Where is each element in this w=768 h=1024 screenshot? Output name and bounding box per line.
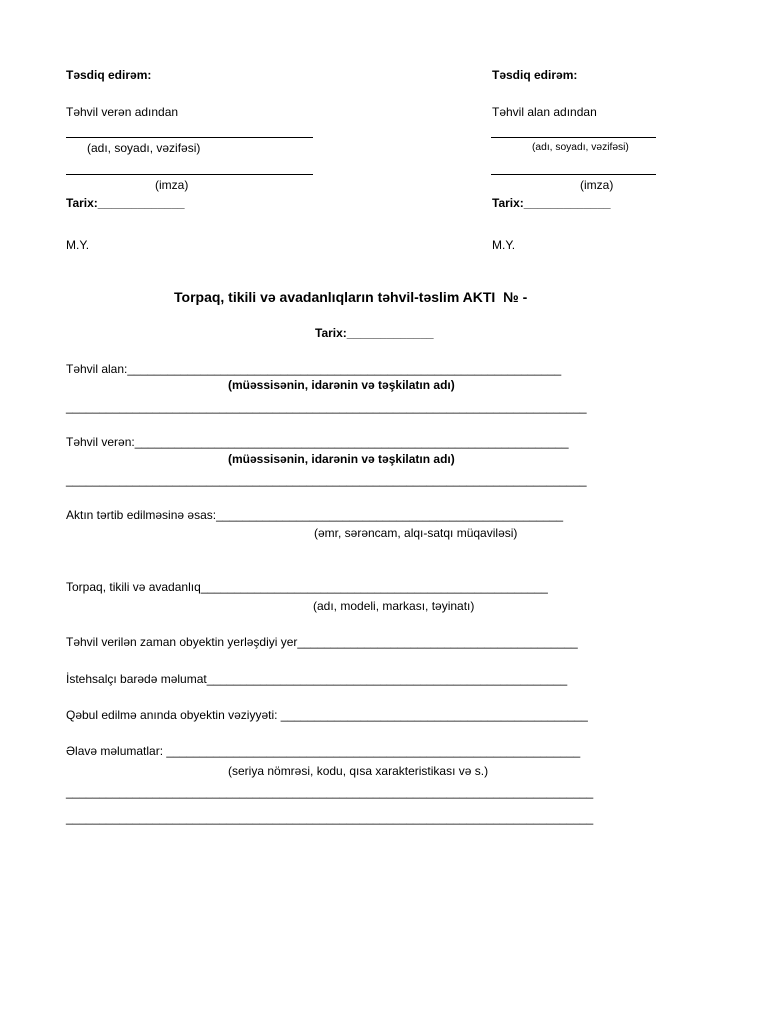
receiver-field[interactable]: Təhvil alan:_________________________________________________________________ <box>66 362 562 376</box>
right-date-field[interactable]: Tarix:_____________ <box>492 196 611 210</box>
right-name-hint: (adı, soyadı, vəzifəsi) <box>532 142 629 153</box>
giver-hint: (müəssisənin, idarənin və təşkilatın adı) <box>228 452 455 466</box>
left-sign-hint: (imza) <box>155 178 189 192</box>
property-hint: (adı, modeli, markası, təyinatı) <box>313 599 475 613</box>
manufacturer-field[interactable]: İstehsalçı barədə məlumat______________________________________________________ <box>66 672 568 686</box>
right-sign-line[interactable] <box>491 174 656 175</box>
extra-info-hint: (seriya nömrəsi, kodu, qısa xarakteristikası və s.) <box>228 764 489 778</box>
act-title: Torpaq, tikili və avadanlıqların təhvil-təslim AKTI № - <box>174 289 528 305</box>
left-seal-label: M.Y. <box>66 238 90 252</box>
right-approve-label: Təsdiq edirəm: <box>492 68 578 82</box>
giver-line-2[interactable]: ______________________________________________________________________________ <box>66 473 587 487</box>
right-seal-label: M.Y. <box>492 238 516 252</box>
giver-field[interactable]: Təhvil verən:_________________________________________________________________ <box>66 435 569 449</box>
left-party-label: Təhvil verən adından <box>66 105 179 119</box>
property-field[interactable]: Torpaq, tikili və avadanlıq____________________________________________________ <box>66 580 548 594</box>
receiver-hint: (müəssisənin, idarənin və təşkilatın adı) <box>228 378 455 392</box>
act-date-field[interactable]: Tarix:_____________ <box>315 326 434 340</box>
extra-info-line-2[interactable]: _______________________________________________________________________________ <box>66 785 594 799</box>
condition-field[interactable]: Qəbul edilmə anında obyektin vəziyyəti: ______________________________________________ <box>66 708 588 722</box>
extra-info-line-3[interactable]: _______________________________________________________________________________ <box>66 811 594 825</box>
left-name-line[interactable] <box>66 137 313 138</box>
basis-field[interactable]: Aktın tərtib edilməsinə əsas:____________________________________________________ <box>66 508 564 522</box>
location-field[interactable]: Təhvil verilən zaman obyektin yerləşdiyi yer__________________________________________ <box>66 635 578 649</box>
right-party-label: Təhvil alan adından <box>492 105 597 119</box>
receiver-line-2[interactable]: ______________________________________________________________________________ <box>66 400 587 414</box>
right-sign-hint: (imza) <box>580 178 614 192</box>
left-date-field[interactable]: Tarix:_____________ <box>66 196 185 210</box>
left-name-hint: (adı, soyadı, vəzifəsi) <box>87 141 201 155</box>
basis-hint: (əmr, sərəncam, alqı-satqı müqaviləsi) <box>314 526 518 540</box>
extra-info-field[interactable]: Əlavə məlumatlar: ______________________________________________________________ <box>66 744 581 758</box>
right-name-line[interactable] <box>491 137 656 138</box>
left-approve-label: Təsdiq edirəm: <box>66 68 152 82</box>
left-sign-line[interactable] <box>66 174 313 175</box>
